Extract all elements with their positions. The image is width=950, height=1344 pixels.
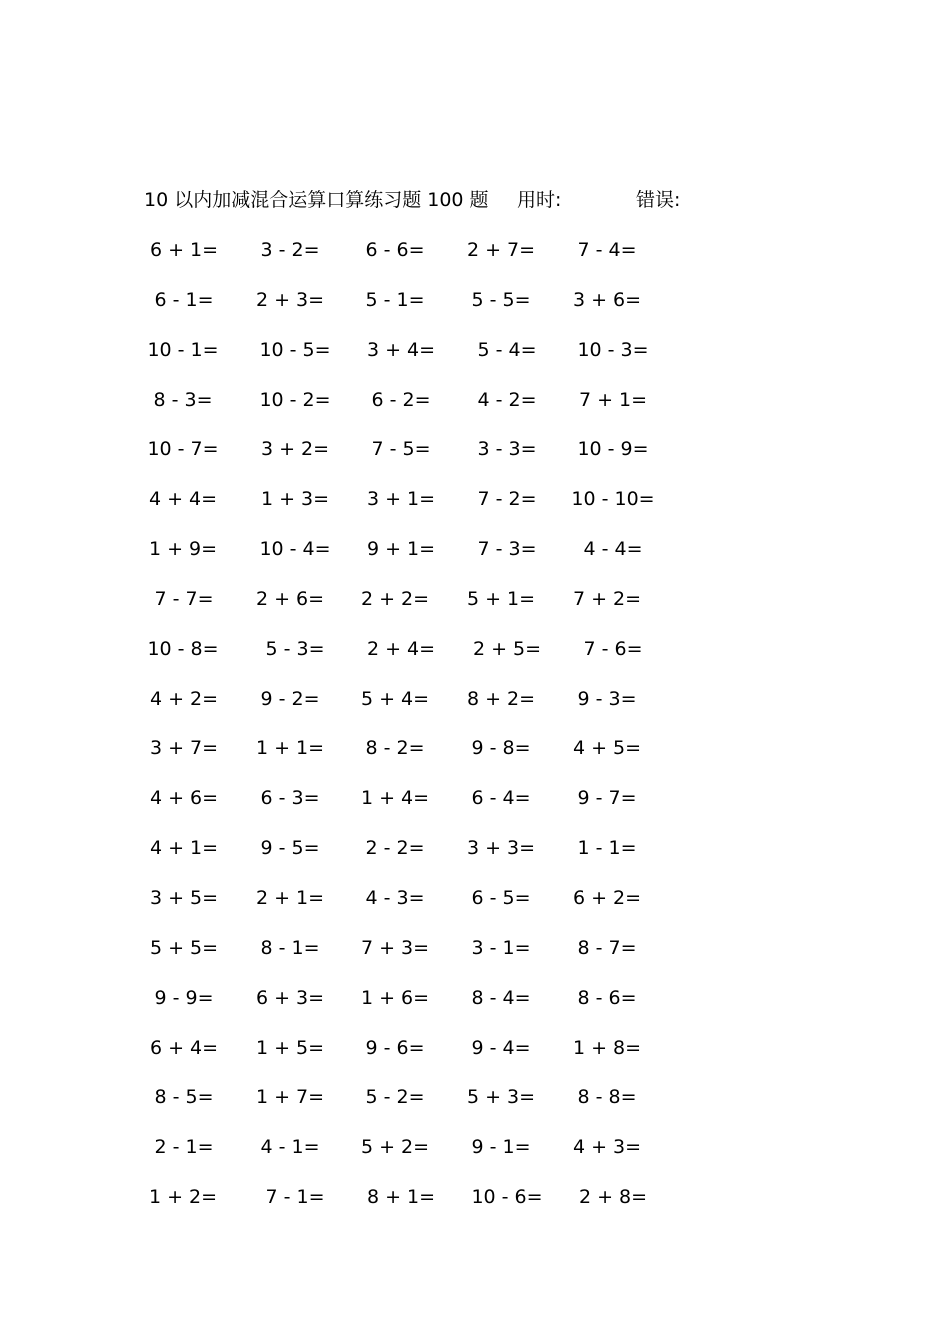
problem-row <box>0 734 950 784</box>
problem-item: 6 - 2= <box>371 388 431 411</box>
problem-row <box>0 535 950 585</box>
problem-item: 6 - 4= <box>471 787 531 810</box>
problem-row <box>0 784 950 834</box>
problem-item: 9 - 1= <box>471 1136 531 1159</box>
problem-item: 5 - 3= <box>265 637 325 660</box>
problem-item: 3 + 1= <box>366 488 436 511</box>
problem-row <box>0 884 950 934</box>
problem-item: 3 + 6= <box>572 288 642 311</box>
problem-item: 1 + 1= <box>255 737 325 760</box>
problem-row <box>0 1034 950 1084</box>
problem-item: 10 - 2= <box>259 388 331 411</box>
problem-row <box>0 585 950 635</box>
time-label: 用时: <box>517 189 562 211</box>
problem-item: 4 + 3= <box>572 1136 642 1159</box>
problem-row <box>0 1183 950 1233</box>
problem-item: 4 + 4= <box>148 488 218 511</box>
problem-row <box>0 336 950 386</box>
problem-row <box>0 485 950 535</box>
problem-item: 8 - 5= <box>154 1086 214 1109</box>
problem-item: 9 - 4= <box>471 1036 531 1059</box>
problem-row <box>0 1133 950 1183</box>
problem-row <box>0 386 950 436</box>
problem-item: 8 - 1= <box>260 936 320 959</box>
problem-item: 10 - 8= <box>147 637 219 660</box>
problem-item: 3 - 3= <box>477 438 537 461</box>
problem-item: 8 - 7= <box>577 936 637 959</box>
problem-item: 8 - 8= <box>577 1086 637 1109</box>
problem-item: 10 - 7= <box>147 438 219 461</box>
problem-item: 2 + 1= <box>255 886 325 909</box>
problem-item: 8 - 4= <box>471 986 531 1009</box>
problem-item: 1 + 3= <box>260 488 330 511</box>
problem-item: 3 + 5= <box>149 886 219 909</box>
problem-item: 6 + 1= <box>149 239 219 261</box>
problem-item: 6 - 1= <box>154 288 214 311</box>
problem-row <box>0 635 950 685</box>
problem-item: 3 + 7= <box>149 737 219 760</box>
problem-item: 2 + 6= <box>255 587 325 610</box>
problem-item: 1 + 4= <box>360 787 430 810</box>
problem-item: 5 - 1= <box>365 288 425 311</box>
problem-item: 10 - 6= <box>471 1186 543 1209</box>
problem-item: 9 - 8= <box>471 737 531 760</box>
problem-item: 9 - 3= <box>577 687 637 710</box>
problem-item: 8 - 3= <box>153 388 213 411</box>
problem-item: 7 + 2= <box>572 587 642 610</box>
problem-item: 7 - 5= <box>371 438 431 461</box>
problem-row <box>0 685 950 735</box>
problem-item: 2 + 5= <box>472 637 542 660</box>
problem-item: 6 - 5= <box>471 886 531 909</box>
problem-item: 7 - 7= <box>154 587 214 610</box>
problem-item: 7 - 4= <box>577 239 637 261</box>
problem-item: 1 + 9= <box>148 538 218 561</box>
problem-item: 7 - 3= <box>477 538 537 561</box>
problem-item: 6 - 6= <box>365 239 425 261</box>
problem-item: 6 + 3= <box>255 986 325 1009</box>
problem-item: 3 + 4= <box>366 338 436 361</box>
problem-item: 3 + 3= <box>466 837 536 860</box>
problem-item: 5 + 2= <box>360 1136 430 1159</box>
problem-item: 3 + 2= <box>260 438 330 461</box>
problem-item: 4 + 2= <box>149 687 219 710</box>
problem-item: 9 - 5= <box>260 837 320 860</box>
problem-item: 5 + 3= <box>466 1086 536 1109</box>
problem-item: 8 + 1= <box>366 1186 436 1209</box>
problem-item: 10 - 9= <box>577 438 649 461</box>
worksheet-title: 10 以内加减混合运算口算练习题 100 题 <box>144 189 489 211</box>
problem-item: 2 - 2= <box>365 837 425 860</box>
problem-item: 4 - 3= <box>365 886 425 909</box>
problem-item: 2 + 4= <box>366 637 436 660</box>
problem-item: 4 + 5= <box>572 737 642 760</box>
problem-item: 4 + 1= <box>149 837 219 860</box>
problem-row <box>0 236 950 286</box>
problem-item: 9 - 9= <box>154 986 214 1009</box>
problem-item: 5 + 5= <box>149 936 219 959</box>
problem-item: 8 - 6= <box>577 986 637 1009</box>
problem-item: 1 + 7= <box>255 1086 325 1109</box>
problem-item: 2 + 8= <box>578 1186 648 1209</box>
problem-item: 1 + 8= <box>572 1036 642 1059</box>
problem-item: 7 + 3= <box>360 936 430 959</box>
problem-item: 4 + 6= <box>149 787 219 810</box>
problem-grid <box>0 236 950 1233</box>
problem-item: 1 - 1= <box>577 837 637 860</box>
problem-item: 5 - 5= <box>471 288 531 311</box>
problem-item: 1 + 5= <box>255 1036 325 1059</box>
problem-item: 5 - 4= <box>477 338 537 361</box>
problem-item: 7 - 6= <box>583 637 643 660</box>
problem-item: 1 + 6= <box>360 986 430 1009</box>
worksheet-header <box>144 186 764 214</box>
problem-row <box>0 1083 950 1133</box>
problem-row <box>0 286 950 336</box>
problem-item: 5 + 4= <box>360 687 430 710</box>
problem-item: 8 + 2= <box>466 687 536 710</box>
problem-item: 9 + 1= <box>366 538 436 561</box>
problem-item: 10 - 10= <box>571 488 655 511</box>
problem-item: 3 - 1= <box>471 936 531 959</box>
problem-item: 10 - 3= <box>577 338 649 361</box>
problem-row <box>0 984 950 1034</box>
problem-item: 2 + 3= <box>255 288 325 311</box>
problem-item: 6 - 3= <box>260 787 320 810</box>
problem-item: 9 - 2= <box>260 687 320 710</box>
problem-item: 5 - 2= <box>365 1086 425 1109</box>
problem-item: 10 - 4= <box>259 538 331 561</box>
problem-item: 7 + 1= <box>578 388 648 411</box>
problem-item: 8 - 2= <box>365 737 425 760</box>
problem-item: 6 + 4= <box>149 1036 219 1059</box>
error-label: 错误: <box>636 189 681 211</box>
problem-item: 7 - 2= <box>477 488 537 511</box>
problem-item: 9 - 6= <box>365 1036 425 1059</box>
problem-item: 6 + 2= <box>572 886 642 909</box>
problem-item: 3 - 2= <box>260 239 320 261</box>
problem-item: 2 + 2= <box>360 587 430 610</box>
problem-item: 10 - 5= <box>259 338 331 361</box>
problem-item: 7 - 1= <box>265 1186 325 1209</box>
problem-item: 4 - 2= <box>477 388 537 411</box>
problem-item: 2 - 1= <box>154 1136 214 1159</box>
problem-item: 5 + 1= <box>466 587 536 610</box>
problem-row <box>0 834 950 884</box>
problem-item: 1 + 2= <box>148 1186 218 1209</box>
problem-item: 4 - 1= <box>260 1136 320 1159</box>
problem-item: 10 - 1= <box>147 338 219 361</box>
problem-item: 4 - 4= <box>583 538 643 561</box>
problem-row <box>0 934 950 984</box>
problem-item: 9 - 7= <box>577 787 637 810</box>
problem-item: 2 + 7= <box>466 239 536 261</box>
problem-row <box>0 435 950 485</box>
